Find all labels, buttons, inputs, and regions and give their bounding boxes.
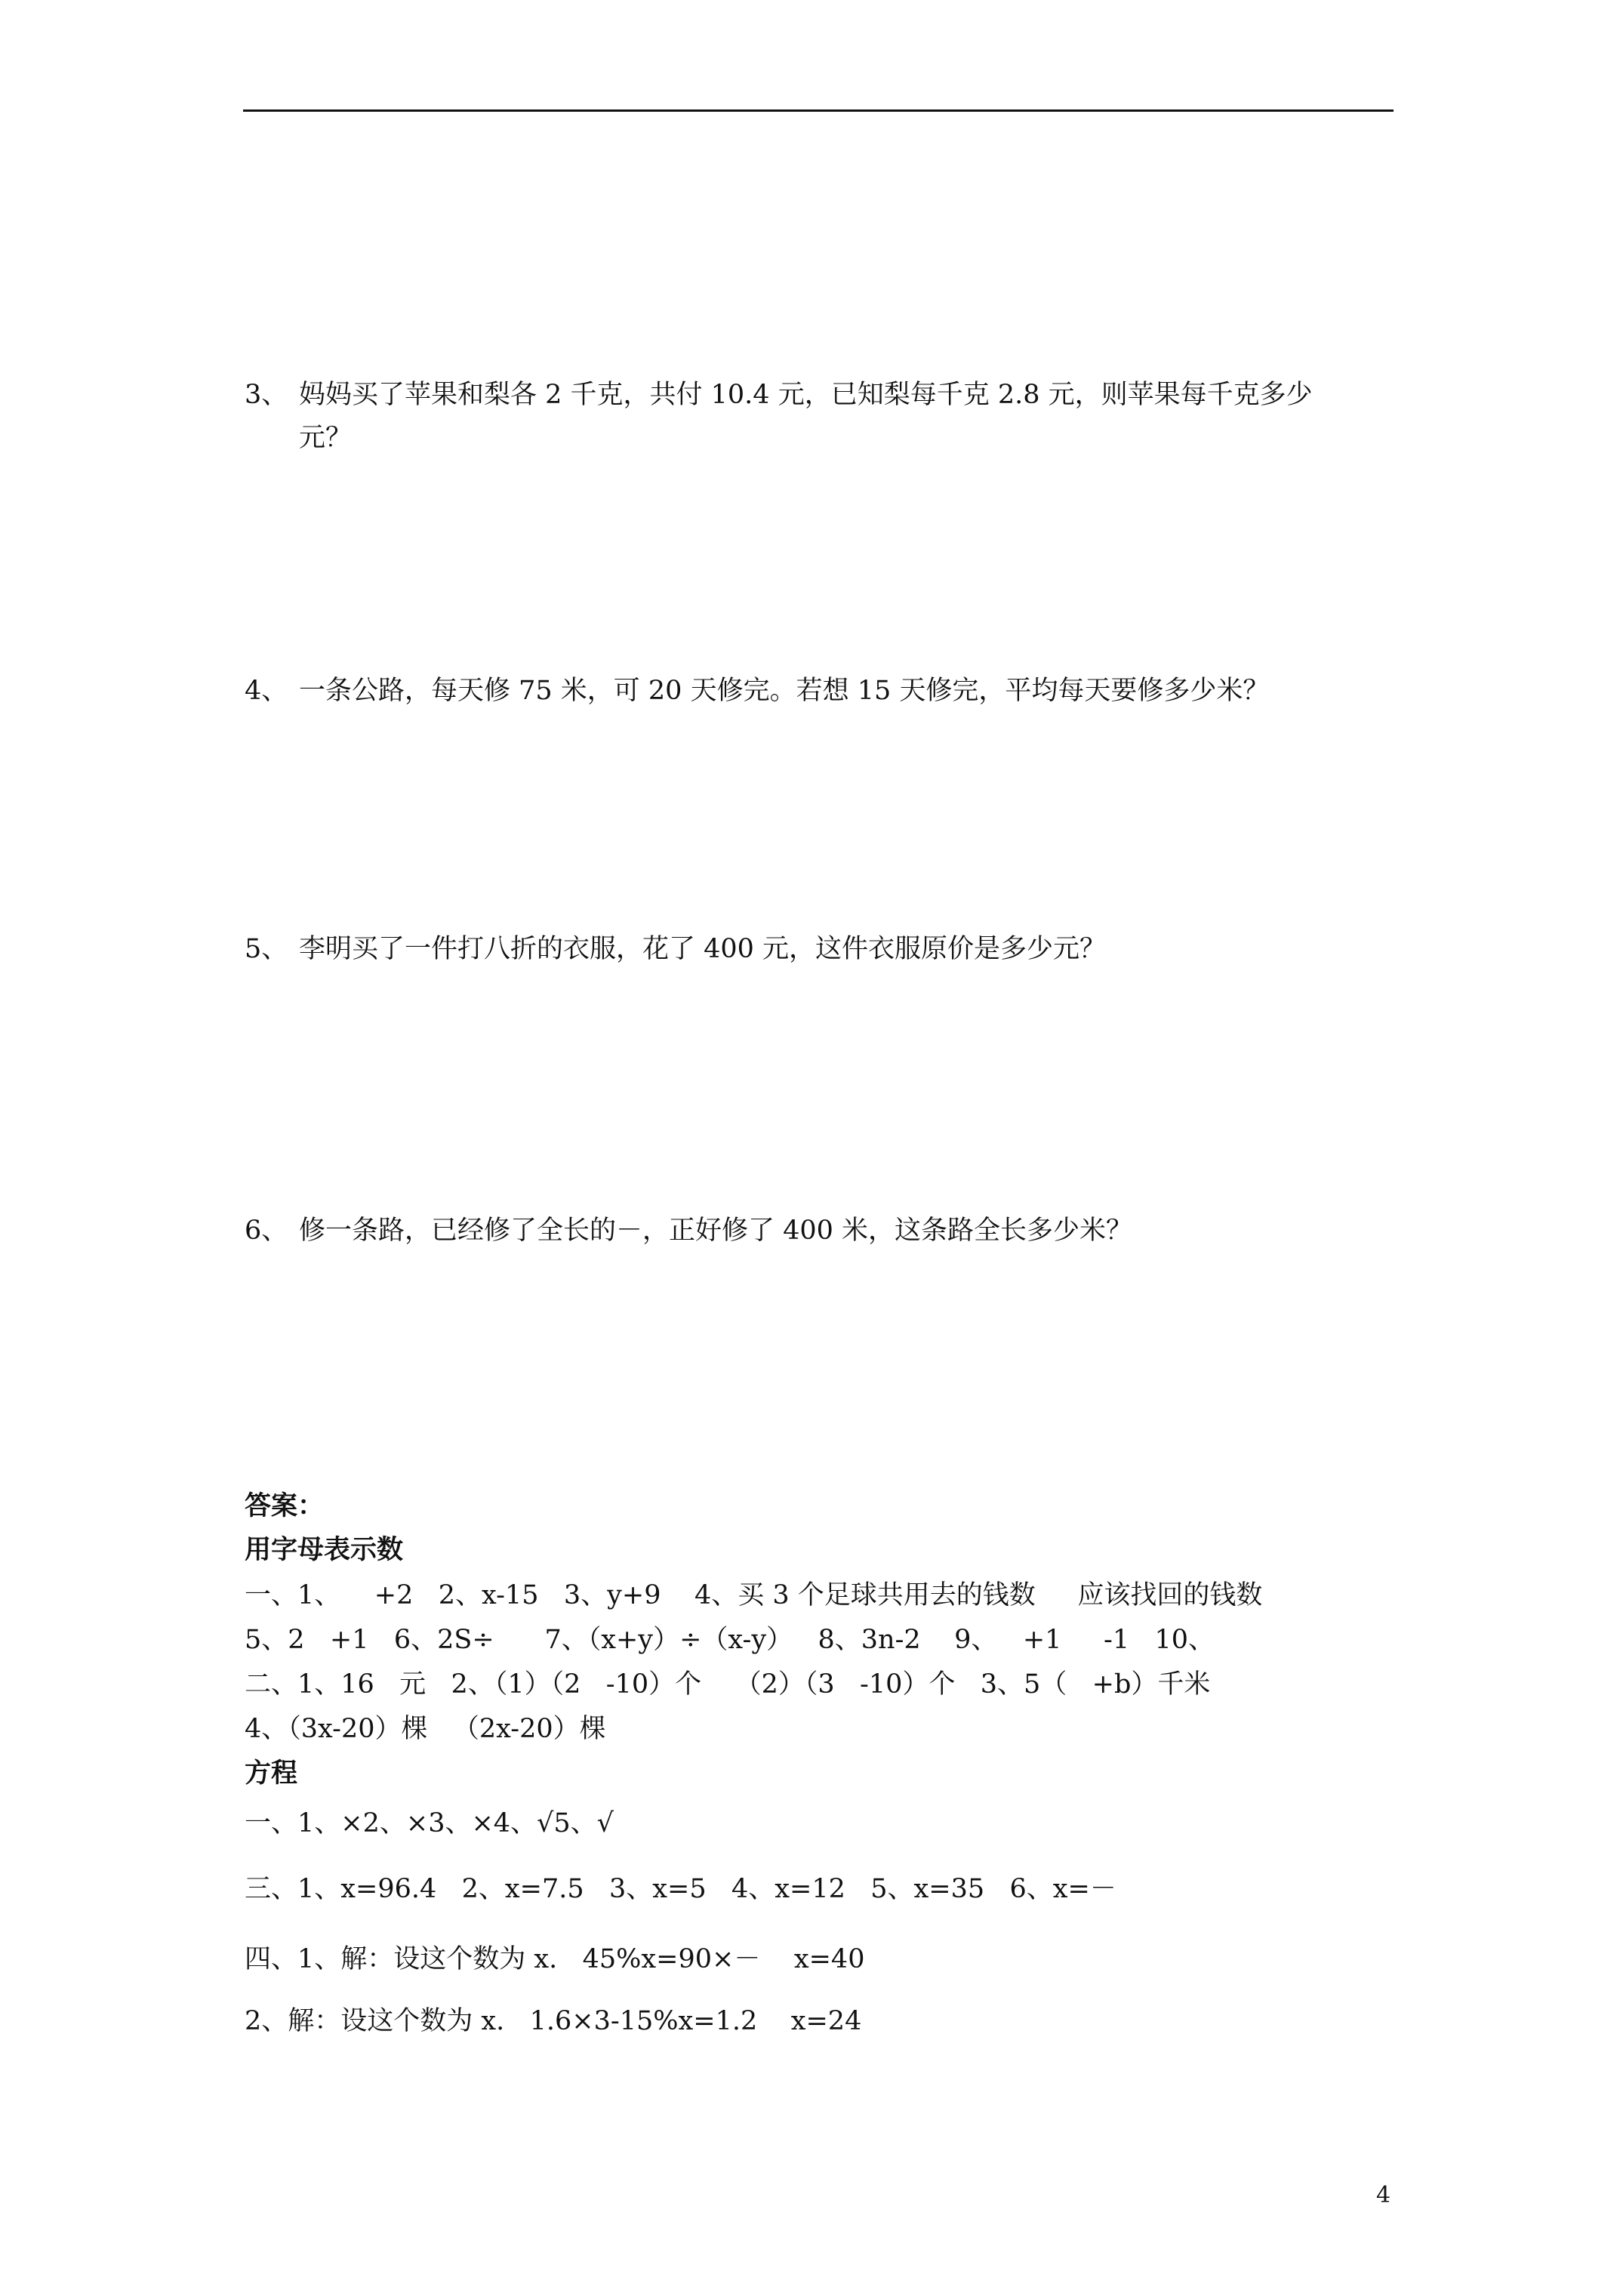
answer-line: 4、（3x-20）棵 （2x-20）棵 bbox=[245, 1714, 606, 1744]
answer-line: 5、2 +1 6、2S÷ 7、（x+y）÷（x-y） 8、3n-2 9、 +1 -1 10、 bbox=[245, 1625, 1215, 1655]
answer-line: 四、1、解：设这个数为 x. 45%x=90×－ x=40 bbox=[245, 1944, 865, 1974]
question-6: 6、 修一条路，已经修了全长的－，正好修了 400 米，这条路全长多少米？ bbox=[245, 1216, 1133, 1246]
answer-line: 三、1、x=96.4 2、x=7.5 3、x=5 4、x=12 5、x=35 6、x=－ bbox=[245, 1874, 1116, 1904]
header-rule bbox=[243, 109, 1394, 112]
answer-line: 二、1、16 元 2、（1）（2 -10）个 （2）（3 -10）个 3、5（ +b）千米 bbox=[245, 1669, 1211, 1700]
answer-line: 一、1、 +2 2、x-15 3、y+9 4、买 3 个足球共用去的钱数 应该找回的钱数 bbox=[245, 1580, 1263, 1610]
question-5: 5、 李明买了一件打八折的衣服，花了 400 元，这件衣服原价是多少元？ bbox=[245, 934, 1107, 964]
question-4: 4、 一条公路，每天修 75 米，可 20 天修完。若想 15 天修完，平均每天要修多少米？ bbox=[245, 676, 1270, 706]
section-title-equations: 方程 bbox=[245, 1758, 298, 1789]
answer-heading: 答案： bbox=[245, 1491, 325, 1521]
answer-line: 2、解：设这个数为 x. 1.6×3-15%x=1.2 x=24 bbox=[245, 2006, 862, 2036]
answer-line: 一、1、×2、×3、×4、√5、√ bbox=[245, 1808, 614, 1838]
page-number: 4 bbox=[1376, 2182, 1391, 2208]
question-3: 3、 妈妈买了苹果和梨各 2 千克，共付 10.4 元，已知梨每千克 2.8 元，则苹果每千克多少 bbox=[245, 380, 1313, 410]
section-title-letters: 用字母表示数 bbox=[245, 1535, 404, 1565]
question-3-cont: 元？ bbox=[299, 423, 353, 453]
